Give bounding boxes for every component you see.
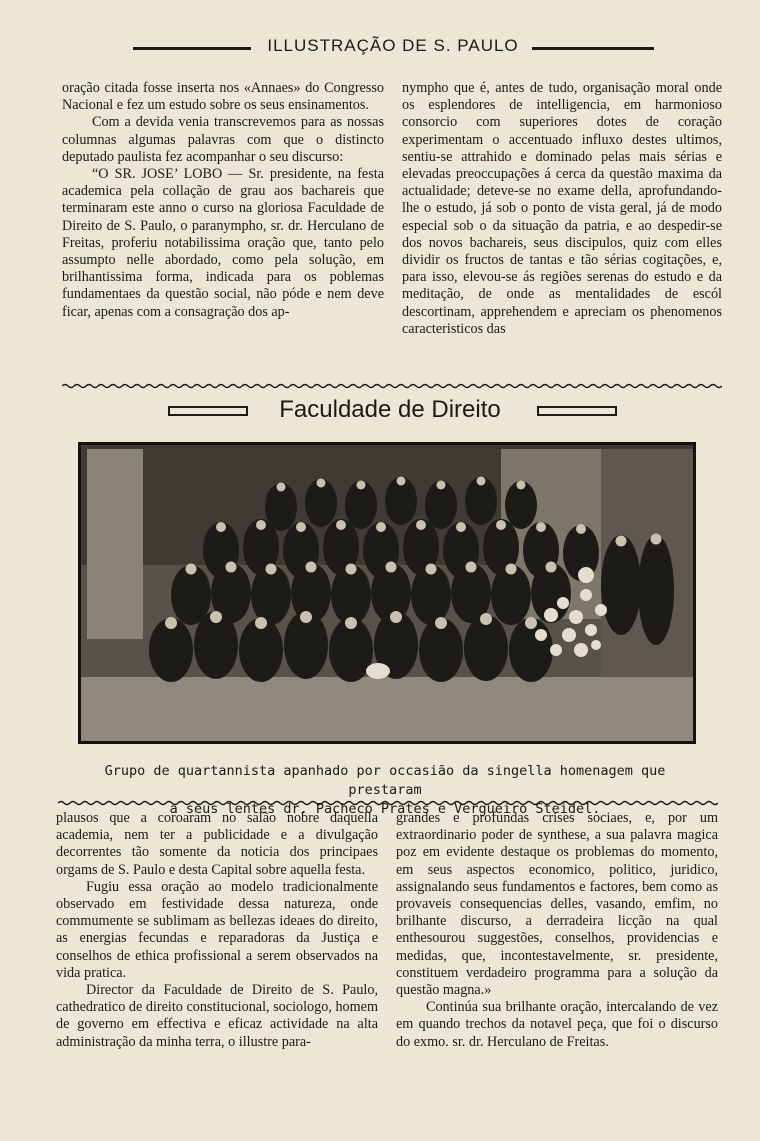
column-bottom-right [396, 810, 718, 1100]
column-top-left [62, 80, 384, 378]
header-rule-right [532, 47, 654, 50]
paragraph: nympho que é, antes de tudo, organisação moral onde os esplendores de intelligencia, em harmonioso consorcio com superiores dotes de coração experimentam o accentuado influxo destes ultimos, sentiu-se attrahido e dominado pelas mais sérias e elevadas preoccupações á cerca da questão maxima da actualidade; deteve-se no exame della, aprofundando-lhe o estudo, já sob o ponto de vista geral, já de modo especial sob o da situação da patria, e ao despedir-se dos novos bachareis, seus discipulos, quiz com elles dividir os fructos de tantas e tão sérias cogitações, e, para isso, elevou-se ás regiões serenas do estudo e da meditação, de onde as mentalidades de escól descortinam, apprehendem e apreciam os phenomenos caracteristicos das [402, 80, 722, 337]
running-header [0, 36, 760, 62]
caption-line: Grupo de quartannista apanhado por occasião da singella homenagem que prestaram [104, 763, 666, 798]
section-title: Faculdade de Direito [279, 396, 501, 423]
group-photo [78, 442, 696, 744]
paragraph: Com a devida venia transcrevemos para as nossas columnas algumas palavras com que o distincto deputado paulista fez acompanhar o seu discurso: [62, 114, 384, 165]
heading-ornament-right [537, 406, 617, 416]
column-top-right [402, 80, 722, 378]
paragraph: plausos que a coroaram no salão nobre daquella academia, nem ter a publicidade e a divulgação decorrentes tão somente da noticia dos principaes orgams de S. Paulo e desta Capital sobre aquella festa. [56, 810, 378, 878]
wavy-divider-top [62, 383, 722, 389]
paragraph: Continúa sua brilhante oração, intercalando de vez em quando trechos da notavel peça, que foi o discurso do exmo. sr. dr. Herculano de Freitas. [396, 999, 718, 1050]
paragraph: Director da Faculdade de Direito de S. Paulo, cathedratico de direito constitucional, sociologo, homem de governo em effectiva e eficaz actividade na alta administração da minha terra, o illustre para- [56, 982, 378, 1050]
caption-line: a seus lentes dr. Pacheco Prates e Vergueiro Steidel. [169, 801, 601, 817]
heading-ornament-left [168, 406, 248, 416]
header-title: ILLUSTRAÇÃO DE S. PAULO [267, 36, 519, 55]
section-heading [0, 396, 760, 428]
column-bottom-left [56, 810, 378, 1100]
header-rule-left [133, 47, 251, 50]
wavy-divider-bottom [58, 800, 718, 806]
paragraph: grandes e profundas crises sociaes, e, por um extraordinario poder de synthese, a sua palavra magica poz em evidente destaque os problemas do momento, em seus aspectos economico, politico, juridico, assignalando seus fundamentos e factores, bem como as provaveis consequencias delles, vasando, emfim, no brilhante discurso, a derradeira licção na qual enthesourou suggestões, conselhos, providencias e medidas, que, incontestavelmente, sr. presidente, constituem verdadeiro programma para a solução da questão magna.» [396, 810, 718, 999]
paragraph: Fugiu essa oração ao modelo tradicionalmente observado em festividade dessa natureza, onde commumente se sublimam as bellezas ideaes do direito, as energias fecundas e reparadoras da Justiça e conselhos de ethica profissional a serem observados na vida pratica. [56, 878, 378, 981]
paragraph: oração citada fosse inserta nos «Annaes» do Congresso Nacional e fez um estudo sobre os seus ensinamentos. [62, 80, 384, 114]
paragraph: “O SR. JOSE’ LOBO — Sr. presidente, na festa academica pela collação de grau aos bachareis que terminaram este anno o curso na gloriosa Faculdade de Direito de S. Paulo, o paranympho, sr. dr. Herculano de Freitas, proferiu notabilissima oração que, tanto pelo assumpto nelle abordado, como pela solução, em brilhantissima forma, indicada para os poblemas fundamentaes da questão social, não póde e nem deve ficar, apenas com a consagração dos ap- [62, 166, 384, 320]
